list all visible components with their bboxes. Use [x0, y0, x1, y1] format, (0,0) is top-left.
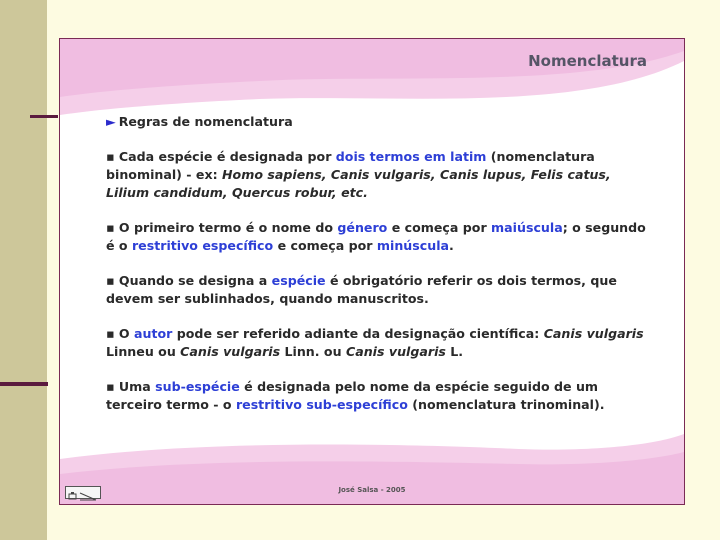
- highlight-text: restritivo sub-específico: [235, 397, 408, 412]
- rule-author: [106, 325, 651, 361]
- text: é designada pelo nome da espécie seguido de um terceiro termo - o: [106, 379, 599, 412]
- rule-species-terms: [106, 272, 651, 308]
- text: .: [449, 238, 454, 253]
- highlight-text: restritivo específico: [131, 238, 274, 253]
- text: Linneu ou: [106, 344, 181, 359]
- italic-text: Homo sapiens, Canis vulgaris, Canis lupus, Felis catus, Lilium candidum, Quercus robur, etc.: [106, 167, 611, 200]
- text: é obrigatório referir os dois termos, que devem ser sublinhados, quando manuscritos.: [106, 273, 617, 306]
- text: Linn. ou: [280, 344, 346, 359]
- bullet: ▪: [106, 326, 119, 341]
- text: Quando se designa a: [118, 273, 272, 288]
- italic-text: Canis vulgaris: [543, 326, 644, 341]
- accent-line-top: [30, 115, 58, 118]
- bullet: ▪: [106, 379, 119, 394]
- highlight-text: espécie: [271, 273, 326, 288]
- text: (nomenclatura binominal) - ex:: [106, 149, 595, 182]
- highlight-text: género: [337, 220, 388, 235]
- accent-line-bottom: [0, 382, 48, 386]
- italic-text: Canis vulgaris: [180, 344, 281, 359]
- section-heading: [106, 113, 651, 131]
- left-decorative-band: [0, 0, 47, 540]
- rule-binominal: [106, 148, 651, 202]
- text: pode ser referido adiante da designação científica:: [172, 326, 544, 341]
- text: O primeiro termo é o nome do: [118, 220, 338, 235]
- rule-subspecies: [106, 378, 651, 414]
- text: e começa por: [387, 220, 492, 235]
- text: L.: [445, 344, 464, 359]
- bullet: ▪: [106, 149, 119, 164]
- highlight-text: maiúscula: [491, 220, 563, 235]
- text: ; o segundo é o: [106, 220, 646, 253]
- section-heading-text: Regras de nomenclatura: [118, 114, 293, 129]
- slide-footer: José Salsa - 2005: [338, 486, 406, 494]
- right-triangle-icon: ►: [106, 114, 116, 129]
- text: Uma: [118, 379, 156, 394]
- highlight-text: dois termos em latim: [335, 149, 487, 164]
- bullet: ▪: [106, 273, 119, 288]
- text: (nomenclatura trinominal).: [407, 397, 605, 412]
- highlight-text: autor: [134, 326, 173, 341]
- highlight-text: minúscula: [376, 238, 450, 253]
- bullet: ▪: [106, 220, 119, 235]
- text: O: [118, 326, 135, 341]
- italic-text: Canis vulgaris: [345, 344, 446, 359]
- slide-title: Nomenclatura: [528, 52, 647, 70]
- slide-frame: [59, 38, 685, 505]
- text: e começa por: [273, 238, 377, 253]
- rule-genus-species: [106, 219, 651, 255]
- text: Cada espécie é designada por: [118, 149, 336, 164]
- slide-content: [106, 113, 651, 431]
- highlight-text: sub-espécie: [155, 379, 240, 394]
